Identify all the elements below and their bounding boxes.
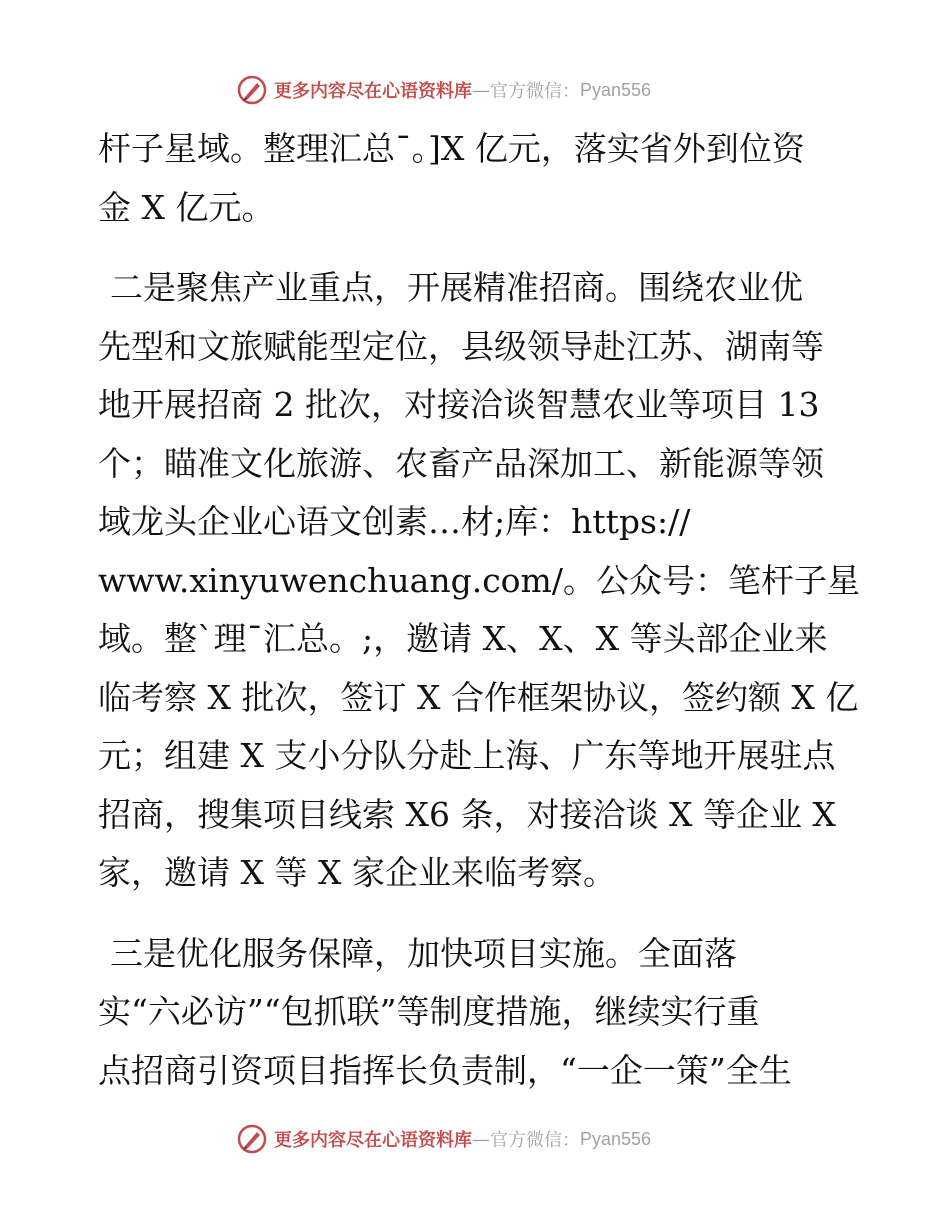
watermark-title: 更多内容尽在心语资料库 bbox=[274, 1130, 472, 1151]
text-line: 域龙头企业心语文创素…材;库：https:// bbox=[98, 502, 691, 541]
watermark-header bbox=[236, 74, 651, 106]
text-line: 二是聚焦产业重点，开展精准招商。围绕农业优 bbox=[110, 268, 803, 307]
text-line: 临考察 X 批次，签订 X 合作框架协议，签约额 X 亿 bbox=[98, 677, 859, 717]
paragraph-1 bbox=[98, 120, 868, 237]
text-line: 家，邀请 X 等 X 家企业来临考察。 bbox=[98, 853, 616, 892]
watermark-suffix: 官方微信： bbox=[490, 81, 580, 102]
paragraph-2 bbox=[98, 259, 868, 903]
text-line: 先型和文旅赋能型定位，县级领导赴江苏、湖南等 bbox=[98, 326, 824, 366]
text-line: 点招商引资项目指挥长负责制，“一企一策”全生 bbox=[98, 1050, 792, 1090]
watermark-dash: — bbox=[472, 1128, 490, 1150]
paragraph-3 bbox=[98, 925, 868, 1101]
text-line: 三是优化服务保障，加快项目实施。全面落 bbox=[110, 933, 737, 973]
text-line: 地开展招商 2 批次，对接洽谈智慧农业等项目 13 bbox=[98, 385, 820, 424]
document-body bbox=[98, 120, 868, 1100]
pen-logo-icon bbox=[236, 74, 268, 106]
text-line: www.xinyuwenchuang.com/。公众号：笔杆子星 bbox=[98, 560, 860, 600]
text-line: 杆子星域。整理汇总¯。]X 亿元，落实省外到位资 bbox=[98, 129, 805, 168]
text-line: 招商，搜集项目线索 X6 条，对接洽谈 X 等企业 X bbox=[98, 794, 836, 834]
text-line: 元；组建 X 支小分队分赴上海、广东等地开展驻点 bbox=[98, 736, 836, 775]
text-line: 个；瞄准文化旅游、农畜产品深加工、新能源等领 bbox=[98, 443, 824, 483]
watermark-title: 更多内容尽在心语资料库 bbox=[274, 81, 472, 102]
watermark-footer bbox=[236, 1123, 651, 1155]
pen-logo-icon bbox=[236, 1123, 268, 1155]
watermark-handle: Pyan556 bbox=[580, 79, 652, 100]
text-line: 金 X 亿元。 bbox=[98, 187, 275, 227]
watermark-suffix: 官方微信： bbox=[490, 1130, 580, 1151]
text-line: 域。整`理¯汇总。;，邀请 X、X、X 等头部企业来 bbox=[98, 619, 828, 658]
watermark-dash: — bbox=[472, 79, 490, 101]
text-line: 实“六必访”“包抓联”等制度措施，继续实行重 bbox=[98, 992, 760, 1031]
watermark-handle: Pyan556 bbox=[580, 1128, 652, 1149]
